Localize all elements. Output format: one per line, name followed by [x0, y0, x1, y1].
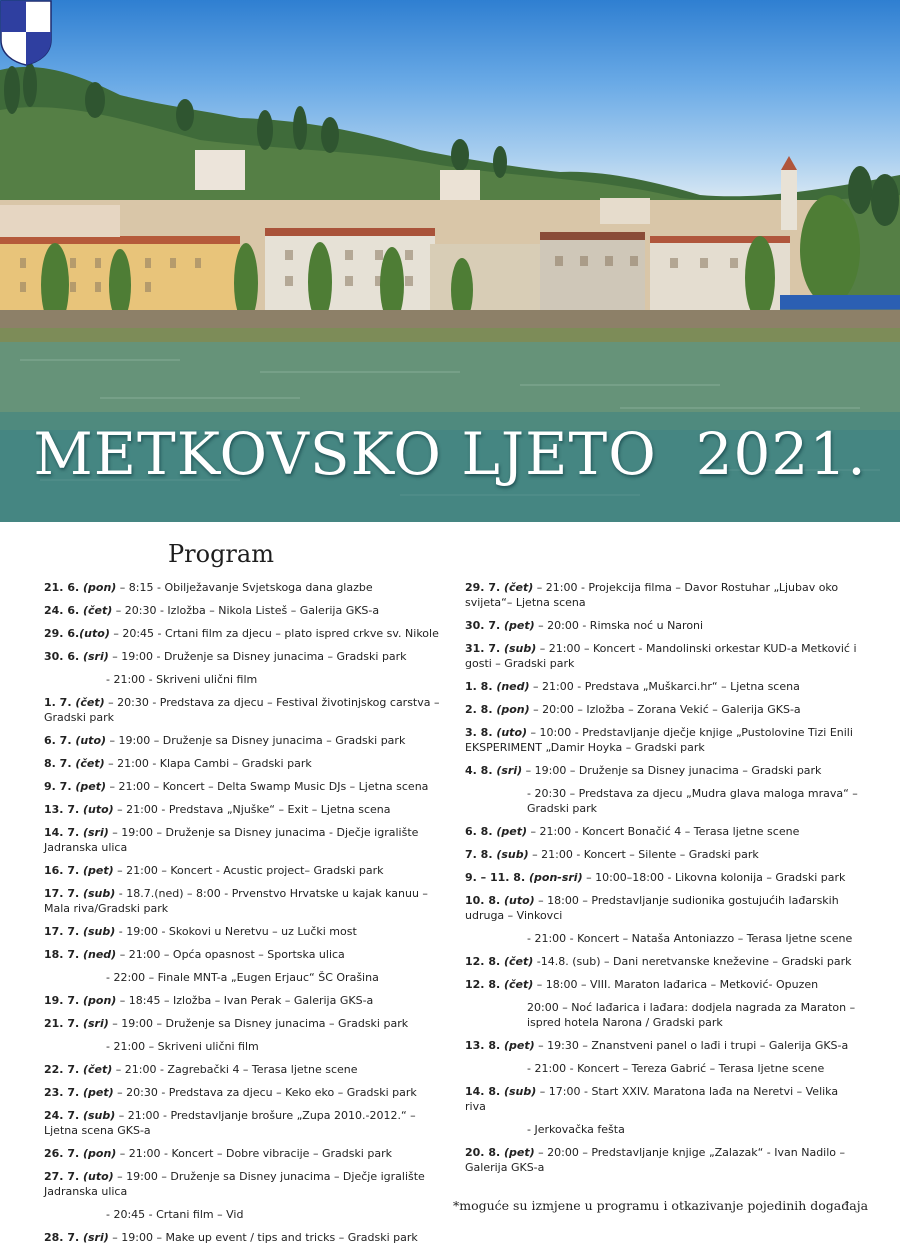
entry-details: - 19:00 - Skokovi u Neretvu – uz Lučki most — [115, 925, 357, 938]
entry-date: 10. 8. — [465, 894, 504, 907]
program-entry — [44, 924, 444, 939]
program-entry — [465, 931, 860, 946]
entry-weekday: (uto) — [79, 627, 110, 640]
program-entry — [44, 649, 444, 664]
entry-weekday: (uto) — [496, 726, 528, 739]
program-entry — [44, 825, 444, 855]
entry-weekday: (sub) — [503, 1085, 537, 1098]
entry-date: 19. 7. — [44, 994, 83, 1007]
program-entry — [44, 779, 444, 794]
entry-weekday: (ned) — [82, 948, 117, 961]
entry-details: - 22:00 – Finale MNT-a „Eugen Erjauc“ ŠC Orašina — [106, 971, 379, 984]
entry-details: – 21:00 - Koncert – Dobre vibracije – Gradski park — [116, 1147, 392, 1160]
entry-details: – 8:15 - Obilježavanje Svjetskoga dana glazbe — [116, 581, 373, 594]
entry-details: – 21:00 - Projekcija filma – Davor Rostuhar „Ljubav oko svijeta“– Ljetna scena — [465, 581, 839, 609]
program-entry — [44, 1207, 444, 1222]
entry-details: – 21:00 - Zagrebački 4 – Terasa ljetne scene — [112, 1063, 358, 1076]
program-left-column — [44, 580, 444, 1253]
entry-date: 1. 8. — [465, 680, 497, 693]
entry-date: 30. 7. — [465, 619, 504, 632]
entry-weekday: (čet) — [503, 581, 534, 594]
entry-weekday: (uto) — [82, 803, 114, 816]
program-right-column — [465, 580, 860, 1183]
program-entry — [44, 802, 444, 817]
program-entry — [44, 886, 444, 916]
program-entry — [465, 702, 860, 717]
entry-date: 22. 7. — [44, 1063, 83, 1076]
entry-details: – 18:00 – VIII. Maraton lađarica – Metković- Opuzen — [533, 978, 819, 991]
entry-details: – 20:30 - Predstava za djecu – Festival životinjskog carstva – Gradski park — [44, 696, 440, 724]
entry-weekday: (pet) — [82, 1086, 114, 1099]
program-entry — [465, 580, 860, 610]
program-entry — [465, 679, 860, 694]
coat-of-arms-icon — [0, 0, 52, 66]
program-entry — [44, 695, 444, 725]
program-entry — [465, 977, 860, 992]
entry-date: 9. 7. — [44, 780, 76, 793]
entry-details: – 20:00 – Predstavljanje knjige „Zalazak“ - Ivan Nadilo – Galerija GKS-a — [465, 1146, 846, 1174]
entry-weekday: (ned) — [496, 680, 530, 693]
program-entry — [465, 618, 860, 633]
program-entry — [465, 893, 860, 923]
entry-details: - 20:30 – Predstava za djecu „Mudra glava maloga mrava“ – Gradski park — [527, 787, 858, 815]
entry-date: 29. 6. — [44, 627, 80, 640]
entry-details: - 21:00 - Koncert – Nataša Antoniazzo – Terasa ljetne scene — [527, 932, 853, 945]
program-entry — [465, 1084, 860, 1114]
entry-details: – 21:00 - Predstava „Njuške“ – Exit – Ljetna scena — [113, 803, 391, 816]
entry-date: 23. 7. — [44, 1086, 83, 1099]
entry-details: - 21:00 - Skriveni ulični film — [106, 673, 258, 686]
entry-weekday: (sub) — [496, 848, 529, 861]
entry-weekday: (pet) — [82, 864, 114, 877]
entry-details: – 20:00 – Izložba – Zorana Vekić – Galerija GKS-a — [529, 703, 801, 716]
entry-details: – 20:30 - Izložba – Nikola Listeš – Galerija GKS-a — [112, 604, 380, 617]
entry-date: 16. 7. — [44, 864, 83, 877]
entry-weekday: (čet) — [503, 978, 534, 991]
entry-details: – 21:00 – Opća opasnost – Sportska ulica — [116, 948, 345, 961]
hero-photo — [0, 0, 900, 522]
entry-weekday: (sri) — [496, 764, 523, 777]
program-entry — [465, 1122, 860, 1137]
entry-date: 21. 7. — [44, 1017, 83, 1030]
program-entry — [44, 1039, 444, 1054]
entry-weekday: (pet) — [496, 825, 527, 838]
program-entry — [44, 863, 444, 878]
entry-date: 26. 7. — [44, 1147, 83, 1160]
entry-date: 3. 8. — [465, 726, 497, 739]
program-entry — [44, 1169, 444, 1199]
entry-details: 20:00 – Noć lađarica i lađara: dodjela nagrada za Maraton – ispred hotela Narona / Gradski park — [527, 1001, 856, 1029]
entry-weekday: (pet) — [75, 780, 106, 793]
entry-details: – 19:30 – Znanstveni panel o lađi i trupi – Galerija GKS-a — [534, 1039, 849, 1052]
entry-date: 12. 8. — [465, 955, 504, 968]
entry-date: 24. 6. — [44, 604, 83, 617]
entry-details: -14.8. (sub) – Dani neretvanske kneževine – Gradski park — [533, 955, 852, 968]
entry-weekday: (uto) — [503, 894, 535, 907]
entry-details: – 19:00 – Druženje sa Disney junacima – Gradski park — [108, 1017, 409, 1030]
entry-date: 13. 8. — [465, 1039, 504, 1052]
entry-details: – 19:00 – Druženje sa Disney junacima – Gradski park — [106, 734, 406, 747]
entry-date: 13. 7. — [44, 803, 83, 816]
program-entry — [465, 1145, 860, 1175]
entry-details: – 19:00 – Druženje sa Disney junacima – Gradski park — [522, 764, 822, 777]
entry-date: 18. 7. — [44, 948, 83, 961]
entry-date: 28. 7. — [44, 1231, 83, 1244]
entry-weekday: (čet) — [82, 1063, 113, 1076]
entry-details: – 20:30 - Predstava za djecu – Keko eko – Gradski park — [113, 1086, 417, 1099]
entry-date: 14. 7. — [44, 826, 83, 839]
program-entry — [44, 1062, 444, 1077]
entry-weekday: (čet) — [82, 604, 113, 617]
entry-details: – 21:00 - Predstava „Muškarci.hr“ – Ljetna scena — [529, 680, 800, 693]
entry-weekday: (uto) — [82, 1170, 114, 1183]
program-entry — [44, 603, 444, 618]
entry-weekday: (pon-sri) — [528, 871, 583, 884]
entry-details: – 21:00 - Klapa Cambi – Gradski park — [104, 757, 312, 770]
entry-details: – 19:00 - Druženje sa Disney junacima – Gradski park — [108, 650, 407, 663]
entry-details: – 19:00 – Make up event / tips and tricks – Gradski park — [108, 1231, 418, 1244]
entry-date: 9. – 11. 8. — [465, 871, 529, 884]
entry-date: 31. 7. — [465, 642, 504, 655]
program-entry — [44, 970, 444, 985]
entry-details: – 21:00 – Koncert - Acustic project– Gradski park — [113, 864, 384, 877]
entry-weekday: (pet) — [503, 1146, 535, 1159]
program-entry — [44, 1146, 444, 1161]
entry-weekday: (sri) — [82, 1017, 109, 1030]
entry-details: - 21:00 – Skriveni ulični film — [106, 1040, 259, 1053]
program-entry — [44, 756, 444, 771]
entry-weekday: (čet) — [75, 696, 105, 709]
entry-details: – 17:00 - Start XXIV. Maratona lađa na Neretvi – Velika riva — [465, 1085, 839, 1113]
program-entry — [465, 1038, 860, 1053]
entry-details: – 10:00 - Predstavljanje dječje knjige „Pustolovine Tizi Enili EKSPERIMENT „Damir Hoyka – Gradski park — [465, 726, 853, 754]
entry-details: – 21:00 – Koncert - Mandolinski orkestar KUD-a Metković i gosti – Gradski park — [465, 642, 857, 670]
program-entry — [44, 626, 444, 641]
program-entry — [44, 993, 444, 1008]
entry-weekday: (sub) — [82, 887, 116, 900]
entry-weekday: (sub) — [82, 925, 116, 938]
entry-date: 6. 8. — [465, 825, 497, 838]
entry-date: 7. 8. — [465, 848, 497, 861]
program-entry — [44, 1230, 444, 1245]
program-entry — [44, 947, 444, 962]
entry-date: 17. 7. — [44, 887, 83, 900]
entry-date: 1. 7. — [44, 696, 76, 709]
entry-weekday: (sub) — [82, 1109, 116, 1122]
entry-details: – 18:45 – Izložba – Ivan Perak – Galerija GKS-a — [116, 994, 374, 1007]
entry-date: 27. 7. — [44, 1170, 83, 1183]
entry-details: – 21:00 - Koncert Bonačić 4 – Terasa ljetne scene — [526, 825, 800, 838]
entry-details: – 21:00 - Predstavljanje brošure „Zupa 2010.-2012.“ – Ljetna scena GKS-a — [44, 1109, 416, 1137]
entry-weekday: (sri) — [82, 650, 109, 663]
entry-weekday: (uto) — [75, 734, 107, 747]
entry-date: 30. 6. — [44, 650, 83, 663]
entry-date: 29. 7. — [465, 581, 504, 594]
program-entry — [44, 580, 444, 595]
entry-date: 21. 6. — [44, 581, 83, 594]
program-entry — [44, 733, 444, 748]
poster-title: METKOVSKO LJETO 2021. — [33, 420, 867, 488]
program-heading: Program — [168, 540, 274, 568]
program-entry — [465, 1000, 860, 1030]
entry-details: – 21:00 - Koncert – Silente – Gradski park — [528, 848, 759, 861]
entry-details: – 18:00 – Predstavljanje sudionika gostujućih lađarskih udruga – Vinkovci — [465, 894, 839, 922]
entry-weekday: (čet) — [75, 757, 105, 770]
program-disclaimer: *moguće su izmjene u programu i otkazivanje pojedinih događaja — [453, 1198, 869, 1213]
entry-details: - 20:45 - Crtani film – Vid — [106, 1208, 244, 1221]
program-entry — [44, 672, 444, 687]
entry-weekday: (sri) — [82, 1231, 109, 1244]
program-entry — [465, 641, 860, 671]
entry-details: - Jerkovačka fešta — [527, 1123, 625, 1136]
entry-details: - 21:00 - Koncert – Tereza Gabrić – Terasa ljetne scene — [527, 1062, 825, 1075]
entry-date: 2. 8. — [465, 703, 497, 716]
entry-weekday: (pon) — [82, 581, 117, 594]
entry-weekday: (pon) — [496, 703, 530, 716]
entry-date: 20. 8. — [465, 1146, 504, 1159]
entry-details: – 19:00 – Druženje sa Disney junacima - Dječje igralište Jadranska ulica — [44, 826, 419, 854]
entry-weekday: (pon) — [82, 1147, 117, 1160]
entry-weekday: (pon) — [82, 994, 117, 1007]
program-entry — [465, 847, 860, 862]
entry-date: 24. 7. — [44, 1109, 83, 1122]
entry-weekday: (pet) — [503, 619, 535, 632]
entry-details: – 20:00 - Rimska noć u Naroni — [534, 619, 704, 632]
entry-date: 14. 8. — [465, 1085, 504, 1098]
entry-date: 4. 8. — [465, 764, 497, 777]
entry-date: 8. 7. — [44, 757, 76, 770]
program-entry — [465, 725, 860, 755]
program-entry — [44, 1016, 444, 1031]
entry-date: 6. 7. — [44, 734, 76, 747]
program-entry — [465, 870, 860, 885]
program-entry — [44, 1108, 444, 1138]
entry-details: – 20:45 - Crtani film za djecu – plato ispred crkve sv. Nikole — [109, 627, 439, 640]
entry-weekday: (sub) — [503, 642, 537, 655]
program-entry — [465, 954, 860, 969]
entry-weekday: (sri) — [82, 826, 109, 839]
program-entry — [465, 763, 860, 778]
program-entry — [465, 786, 860, 816]
program-entry — [465, 824, 860, 839]
program-entry — [44, 1085, 444, 1100]
entry-date: 12. 8. — [465, 978, 504, 991]
entry-details: – 21:00 – Koncert – Delta Swamp Music DJs – Ljetna scena — [105, 780, 429, 793]
entry-date: 17. 7. — [44, 925, 83, 938]
entry-details: - 18.7.(ned) – 8:00 - Prvenstvo Hrvatske u kajak kanuu – Mala riva/Gradski park — [44, 887, 428, 915]
entry-details: – 19:00 – Druženje sa Disney junacima – Dječje igralište Jadranska ulica — [44, 1170, 425, 1198]
entry-weekday: (pet) — [503, 1039, 535, 1052]
entry-details: – 10:00–18:00 - Likovna kolonija – Gradski park — [582, 871, 846, 884]
entry-weekday: (čet) — [503, 955, 534, 968]
program-entry — [465, 1061, 860, 1076]
